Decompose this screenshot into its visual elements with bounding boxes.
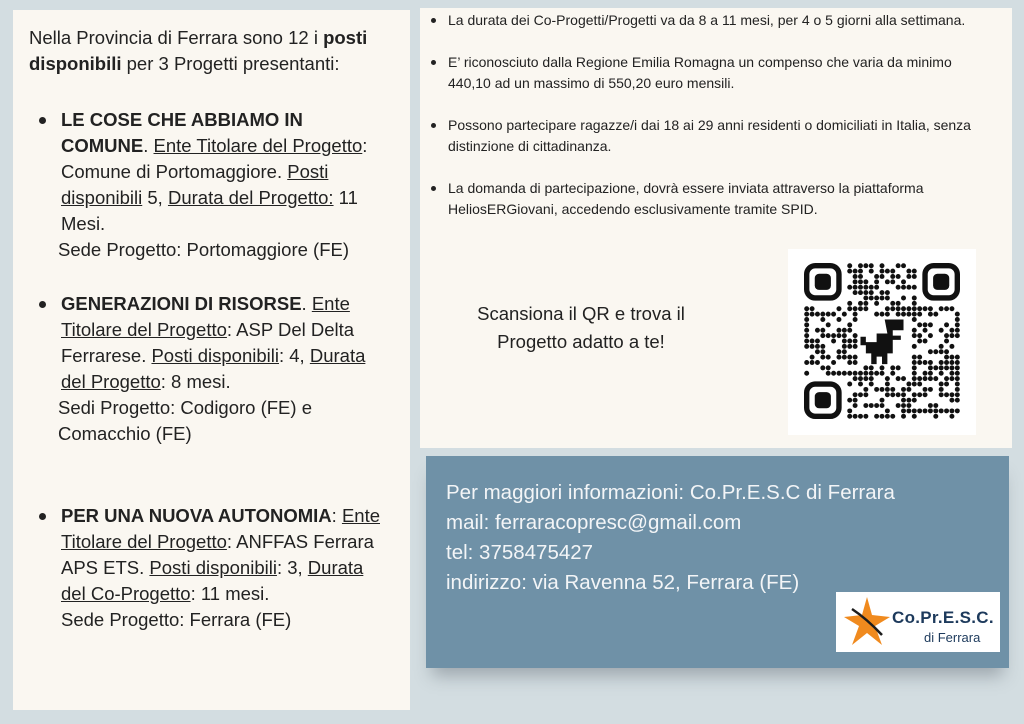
posti-label: Posti disponibili [61, 161, 329, 208]
intro-post: per 3 Progetti presentanti: [121, 53, 340, 74]
durata-label: Durata del Progetto: [167, 187, 334, 208]
durata-label: Durata del Progetto [61, 345, 366, 392]
star-logo-icon [842, 595, 892, 649]
durata-value: : 11 mesi. [190, 583, 270, 604]
ente-label: Ente Titolare del Progetto [61, 505, 380, 552]
ente-value: : Comune di Portomaggiore. [61, 135, 368, 182]
qr-code-icon [804, 263, 960, 419]
ente-value: : ANFFAS Ferrara APS ETS. [61, 531, 374, 578]
posti-value: 5, [142, 187, 168, 208]
project-title: GENERAZIONI DI RISORSE [61, 293, 302, 314]
project-title-sep: . [143, 135, 154, 156]
logo-subtitle: di Ferrara [924, 630, 981, 645]
contact-address: indirizzo: via Ravenna 52, Ferrara (FE) [446, 571, 800, 594]
posti-label: Posti disponibili [149, 557, 277, 578]
posti-label: Posti disponibili [151, 345, 279, 366]
posti-value: : 4, [278, 345, 310, 366]
project-sede: Sede Progetto: Portomaggiore (FE) [58, 239, 350, 260]
intro-pre: Nella Provincia di Ferrara sono 12 i [29, 27, 324, 48]
posti-value: : 3, [276, 557, 308, 578]
intro-bold: posti disponibili [29, 27, 368, 74]
logo-name: Co.Pr.E.S.C. [892, 608, 994, 627]
project-item [29, 291, 392, 447]
projects-panel [13, 10, 410, 710]
ente-label: Ente Titolare del Progetto [61, 293, 350, 340]
info-item: E’ riconosciuto dalla Regione Emilia Romagna un compenso che varia da minimo 440,10 ad un massimo di 550,20 euro mensili. [426, 52, 992, 94]
qr-code[interactable] [788, 249, 976, 435]
project-sede: Sede Progetto: Ferrara (FE) [61, 609, 292, 630]
ente-value: : ASP Del Delta Ferrarese. [61, 319, 355, 366]
durata-value: 11 Mesi. [61, 187, 358, 234]
qr-caption: Scansiona il QR e trova il Progetto adatto a te! [477, 303, 685, 352]
info-list [426, 10, 992, 220]
contact-phone[interactable]: tel: 3758475427 [446, 541, 594, 564]
contact-email[interactable]: mail: ferraracopresc@gmail.com [446, 511, 742, 534]
info-item: La domanda di partecipazione, dovrà essere inviata attraverso la piattaforma HeliosERGiovani, accedendo esclusivamente tramite SPID. [426, 178, 992, 220]
info-item: La durata dei Co-Progetti/Progetti va da 8 a 11 mesi, per 4 o 5 giorni alla settimana. [426, 10, 992, 31]
project-list [29, 107, 392, 633]
durata-label: Durata del Co-Progetto [61, 557, 364, 604]
project-title: LE COSE CHE ABBIAMO IN COMUNE [61, 109, 303, 156]
contact-heading: Per maggiori informazioni: Co.Pr.E.S.C di Ferrara [446, 481, 895, 504]
project-title-sep: . [301, 293, 312, 314]
info-item: Possono partecipare ragazze/i dai 18 ai 29 anni residenti o domiciliati in Italia, senza distinzione di cittadinanza. [426, 115, 992, 157]
project-item [29, 107, 392, 263]
intro-text [29, 25, 392, 77]
project-title-sep: : [331, 505, 342, 526]
project-title: PER UNA NUOVA AUTONOMIA [61, 505, 332, 526]
durata-value: : 8 mesi. [160, 371, 231, 392]
project-item [29, 503, 392, 633]
project-sede: Sedi Progetto: Codigoro (FE) e Comacchio (FE) [58, 397, 312, 444]
copresc-logo [836, 592, 1000, 652]
ente-label: Ente Titolare del Progetto [153, 135, 363, 156]
